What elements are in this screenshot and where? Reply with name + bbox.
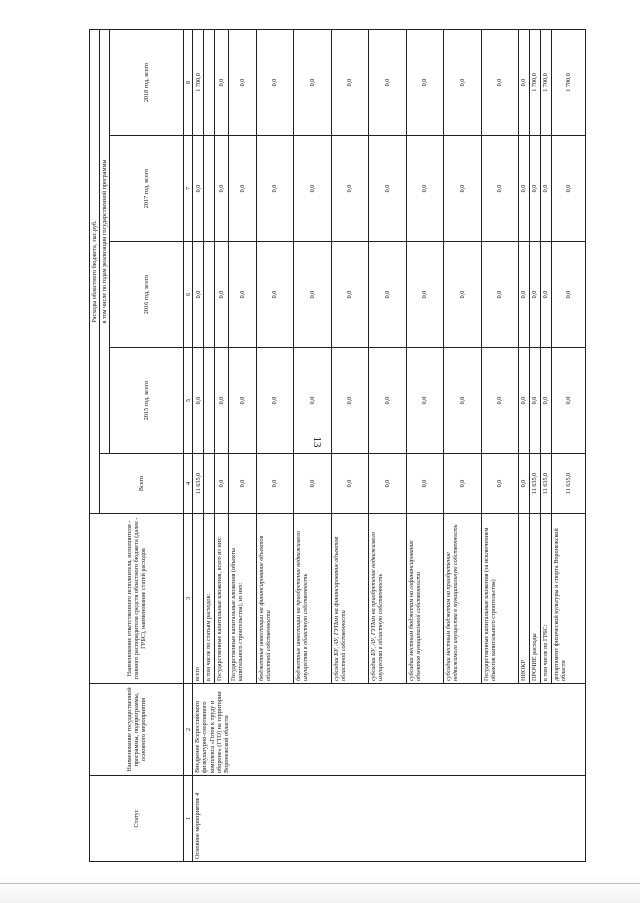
year-2016-cell: [204, 242, 215, 348]
year-2016-cell: 0,0: [540, 242, 551, 348]
total-cell: 0,0: [444, 454, 481, 514]
header-year-2016: 2016 год, всего: [110, 242, 184, 348]
year-2016-cell: 0,0: [481, 242, 518, 348]
column-number: 7: [184, 136, 193, 242]
year-2018-cell: 0,0: [294, 29, 331, 135]
year-2016-cell: 0,0: [551, 242, 585, 348]
year-2018-cell: 1 700,0: [529, 29, 540, 135]
expense-label: бюджетные инвестиции на финансирование объектов областной собственности: [256, 514, 293, 684]
total-cell: 11 635,0: [193, 454, 204, 514]
total-cell: 11 635,0: [540, 454, 551, 514]
expense-label: бюджетные инвестиции на приобретение недвижимого имущества в областную собственность: [294, 514, 331, 684]
total-cell: 0,0: [228, 454, 256, 514]
year-2016-cell: 0,0: [214, 242, 228, 348]
expense-label: субсидии местным бюджетам на приобретение недвижимого имущества в муниципальную собственность: [444, 514, 481, 684]
total-cell: 0,0: [406, 454, 443, 514]
total-cell: 0,0: [294, 454, 331, 514]
year-2015-cell: 0,0: [294, 348, 331, 454]
year-2017-cell: 0,0: [481, 136, 518, 242]
year-2018-cell: 1 700,0: [193, 29, 204, 135]
expense-label: в том числе по статьям расходов:: [204, 514, 215, 684]
header-year-2018: 2018 год, всего: [110, 29, 184, 135]
expense-label: Государственные капитальные вложения, всего из них:: [214, 514, 228, 684]
year-2017-cell: 0,0: [551, 136, 585, 242]
year-2015-cell: 0,0: [228, 348, 256, 454]
total-cell: 11 635,0: [551, 454, 585, 514]
total-cell: [204, 454, 215, 514]
header-year-2017: 2017 год, всего: [110, 136, 184, 242]
year-2015-cell: 0,0: [256, 348, 293, 454]
year-2017-cell: 0,0: [214, 136, 228, 242]
expense-label: субсидии БУ, АУ, ГУПам на приобретение недвижимого имущества в областную собственность: [369, 514, 406, 684]
expense-label: Государственные капитальные вложения (за исключением объектов капитального строительства): [481, 514, 518, 684]
column-number: 4: [184, 454, 193, 514]
budget-table-rotated: [89, 30, 586, 862]
year-2016-cell: 0,0: [444, 242, 481, 348]
column-number: 6: [184, 242, 193, 348]
year-2015-cell: 0,0: [406, 348, 443, 454]
year-2015-cell: 0,0: [529, 348, 540, 454]
year-2018-cell: 0,0: [406, 29, 443, 135]
year-2018-cell: 0,0: [369, 29, 406, 135]
expense-label: субсидии БУ, АУ, ГУПам на финансирование объектов областной собственности: [331, 514, 368, 684]
total-cell: 0,0: [331, 454, 368, 514]
page-number: 13: [311, 436, 323, 448]
header-status: Статус: [90, 776, 184, 862]
year-2016-cell: 0,0: [294, 242, 331, 348]
status-cell: Основное мероприятие 4: [193, 776, 586, 862]
year-2018-cell: 0,0: [481, 29, 518, 135]
year-2018-cell: 1 700,0: [540, 29, 551, 135]
year-2016-cell: 0,0: [331, 242, 368, 348]
year-2018-cell: 0,0: [444, 29, 481, 135]
year-2015-cell: 0,0: [369, 348, 406, 454]
header-total: Всего: [100, 454, 184, 514]
year-2015-cell: 0,0: [551, 348, 585, 454]
expense-label: Государственные капитальные вложения (объекты капитального строительства), из них:: [228, 514, 256, 684]
year-2015-cell: 0,0: [193, 348, 204, 454]
expense-label: субсидии местным бюджетам на софинансирование объектов муниципальной собственности: [406, 514, 443, 684]
column-number: 1: [184, 776, 193, 862]
year-2017-cell: 0,0: [444, 136, 481, 242]
year-2017-cell: 0,0: [529, 136, 540, 242]
year-2017-cell: 0,0: [193, 136, 204, 242]
year-2016-cell: 0,0: [406, 242, 443, 348]
total-cell: 0,0: [481, 454, 518, 514]
year-2016-cell: 0,0: [529, 242, 540, 348]
year-2016-cell: 0,0: [519, 242, 530, 348]
column-number: 2: [184, 684, 193, 776]
year-2015-cell: 0,0: [519, 348, 530, 454]
year-2016-cell: 0,0: [369, 242, 406, 348]
year-2017-cell: 0,0: [406, 136, 443, 242]
header-by-year-group: в том числе по годам реализации государственной программы: [100, 29, 110, 453]
expense-label: в том числе по ГРБС:: [540, 514, 551, 684]
scan-shadow: [0, 872, 640, 903]
total-cell: 0,0: [256, 454, 293, 514]
column-number: 3: [184, 514, 193, 684]
year-2018-cell: 1 700,0: [551, 29, 585, 135]
year-2017-cell: [204, 136, 215, 242]
program-cell: Внедрение Всероссийского физкультурно-спортивного комплекса «Готов к труду и обороне» (ГТО) на территории Воронежской области: [193, 684, 586, 776]
expense-label: НИОКР: [519, 514, 530, 684]
year-2015-cell: 0,0: [540, 348, 551, 454]
header-responsible: Наименование ответственного исполнителя, исполнителя - главного распорядителя средств областного бюджета (далее - ГРБС), наименование статей расходов: [90, 514, 184, 684]
year-2018-cell: 0,0: [256, 29, 293, 135]
year-2015-cell: [204, 348, 215, 454]
total-cell: 11 635,0: [529, 454, 540, 514]
year-2018-cell: 0,0: [214, 29, 228, 135]
year-2017-cell: 0,0: [540, 136, 551, 242]
year-2015-cell: 0,0: [444, 348, 481, 454]
year-2017-cell: 0,0: [256, 136, 293, 242]
expense-label: департамент физической культуры и спорта Воронежской области: [551, 514, 585, 684]
year-2018-cell: 0,0: [519, 29, 530, 135]
column-number: 5: [184, 348, 193, 454]
year-2018-cell: 0,0: [228, 29, 256, 135]
total-cell: 0,0: [214, 454, 228, 514]
header-year-2015: 2015 год, всего: [110, 348, 184, 454]
expense-label: всего: [193, 514, 204, 684]
year-2016-cell: 0,0: [228, 242, 256, 348]
year-2018-cell: [204, 29, 215, 135]
column-number: 8: [184, 29, 193, 135]
budget-table: [89, 29, 586, 862]
year-2015-cell: 0,0: [214, 348, 228, 454]
scan-edge-line: [0, 883, 640, 884]
year-2015-cell: 0,0: [331, 348, 368, 454]
year-2017-cell: 0,0: [519, 136, 530, 242]
year-2018-cell: 0,0: [331, 29, 368, 135]
year-2016-cell: 0,0: [256, 242, 293, 348]
year-2017-cell: 0,0: [228, 136, 256, 242]
year-2017-cell: 0,0: [369, 136, 406, 242]
year-2016-cell: 0,0: [193, 242, 204, 348]
header-program-name: Наименование государственной программы, подпрограммы, основного мероприятия: [90, 684, 184, 776]
year-2017-cell: 0,0: [331, 136, 368, 242]
total-cell: 0,0: [369, 454, 406, 514]
total-cell: 0,0: [519, 454, 530, 514]
expense-label: ПРОЧИЕ расходы: [529, 514, 540, 684]
year-2015-cell: 0,0: [481, 348, 518, 454]
header-expenses-group: Расходы областного бюджета, тыс.руб.: [90, 29, 100, 513]
year-2017-cell: 0,0: [294, 136, 331, 242]
